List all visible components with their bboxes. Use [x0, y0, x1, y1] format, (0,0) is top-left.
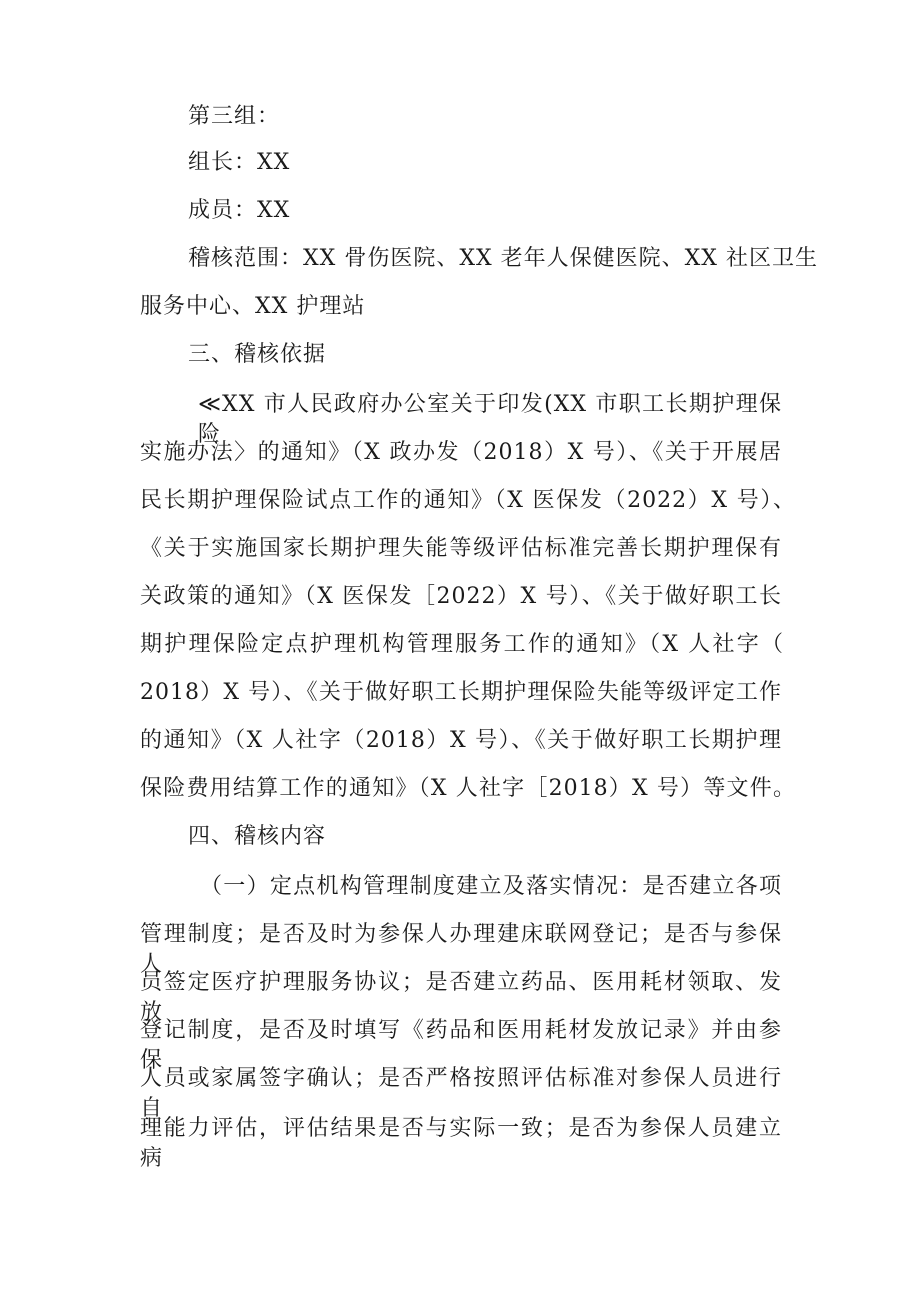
basis-line: 保险费用结算工作的通知》（X 人社字［2018）X 号）等文件。: [140, 776, 796, 801]
basis-line: 实施办法〉的通知》（X 政办发（2018）X 号）、《关于开展居: [140, 440, 782, 465]
content-line: （一）定点机构管理制度建立及落实情况：是否建立各项: [200, 874, 782, 899]
group-heading: 第三组：: [188, 104, 281, 129]
basis-line: 民长期护理保险试点工作的通知》（X 医保发（2022）X 号）、: [140, 488, 796, 513]
group-leader: 组长：XX: [188, 150, 291, 175]
content-line: 人员或家属签字确认；是否严格按照评估标准对参保人员进行自: [140, 1066, 782, 1121]
content-line: 理能力评估，评估结果是否与实际一致；是否为参保人员建立病: [140, 1116, 782, 1171]
basis-line: ≪XX 市人民政府办公室关于印发(XX 市职工长期护理保险: [198, 392, 782, 447]
basis-line: 2018）X 号）、《关于做好职工长期护理保险失能等级评定工作: [140, 680, 782, 705]
content-line: 管理制度；是否及时为参保人办理建床联网登记；是否与参保人: [140, 922, 782, 977]
group-scope-line-1: 稽核范围：XX 骨伤医院、XX 老年人保健医院、XX 社区卫生: [188, 246, 818, 271]
basis-line: 《关于实施国家长期护理失能等级评估标准完善长期护理保有: [140, 536, 782, 561]
basis-line: 关政策的通知》（X 医保发［2022）X 号）、《关于做好职工长: [140, 584, 782, 609]
basis-line: 期护理保险定点护理机构管理服务工作的通知》（X 人社字（: [140, 632, 784, 657]
section-heading-content: 四、稽核内容: [188, 824, 327, 849]
section-heading-basis: 三、稽核依据: [188, 342, 327, 367]
group-members: 成员：XX: [188, 198, 291, 223]
content-line: 员签定医疗护理服务协议；是否建立药品、医用耗材领取、发放: [140, 970, 782, 1025]
basis-line: 的通知》（X 人社字（2018）X 号）、《关于做好职工长期护理: [140, 728, 782, 753]
group-scope-line-2: 服务中心、XX 护理站: [140, 294, 366, 319]
content-line: 登记制度，是否及时填写《药品和医用耗材发放记录》并由参保: [140, 1018, 782, 1073]
